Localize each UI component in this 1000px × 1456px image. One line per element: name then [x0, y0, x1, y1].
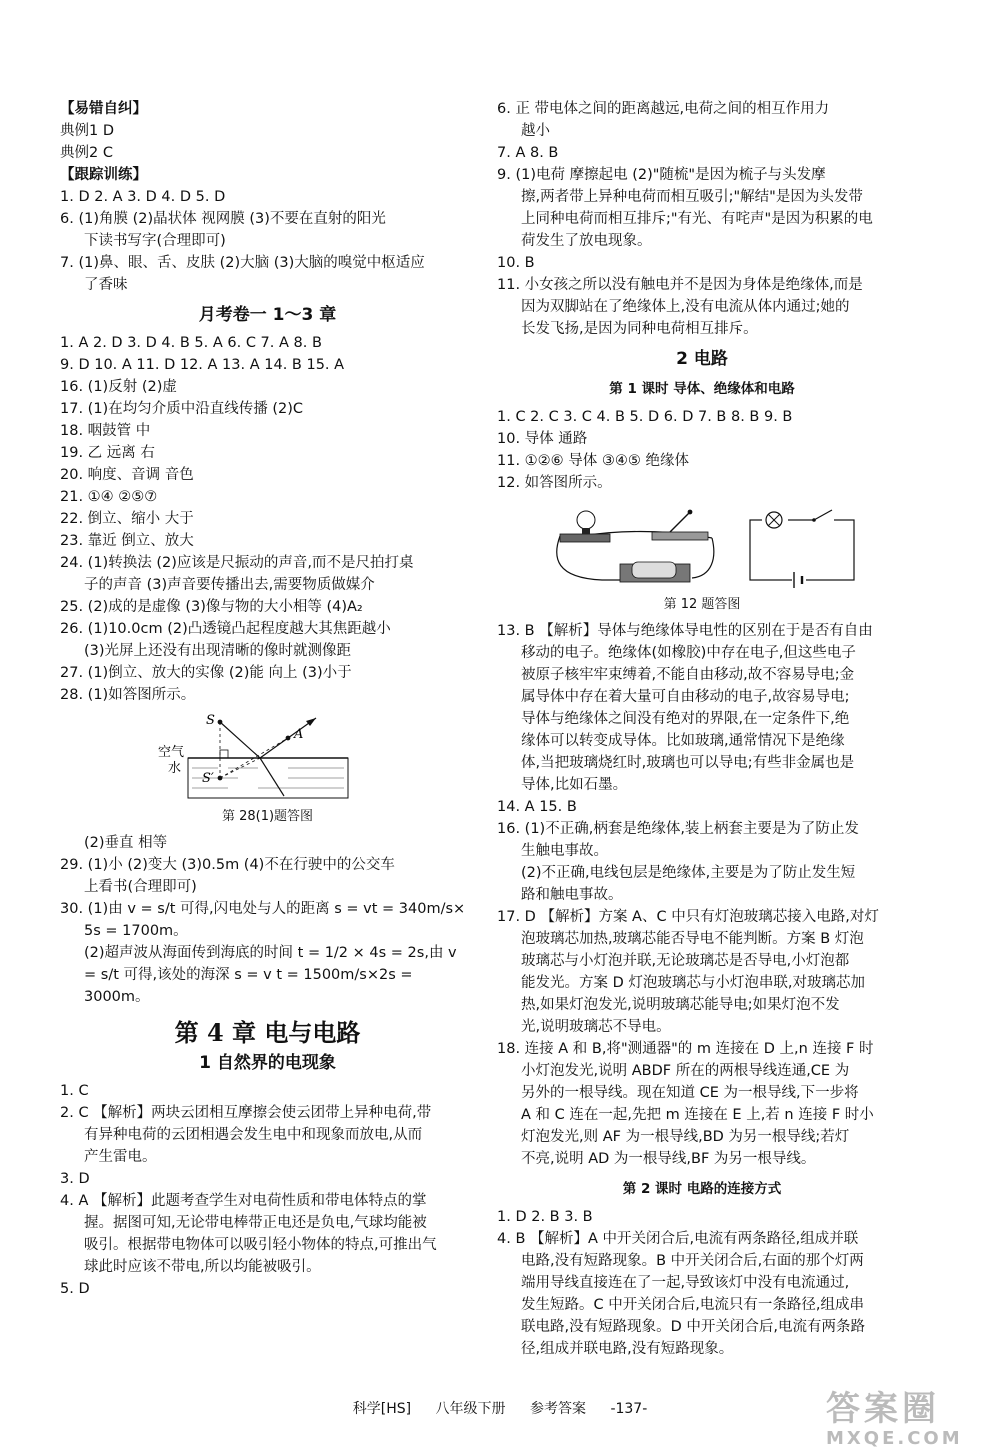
- answer-line: 典例1 D: [60, 123, 114, 139]
- answer-line: 1. C: [60, 1083, 89, 1099]
- left-column: [60, 98, 475, 1300]
- answer-line: 7. A 8. B: [497, 145, 559, 161]
- answer-line: 5. D: [60, 1281, 90, 1297]
- answer-line: 荷发生了放电现象。: [521, 233, 652, 249]
- answer-line: 上同种电荷而相互排斥;"有光、有咤声"是因为积累的电: [521, 211, 873, 227]
- answer-line: 6. 正 带电体之间的距离越远,电荷之间的相互作用力: [497, 101, 830, 117]
- answer-line: 光,说明玻璃芯不导电。: [521, 1019, 671, 1035]
- label-air: 空气: [157, 745, 184, 760]
- answer-line: 泡玻璃芯加热,玻璃芯能否导电不能判断。方案 B 灯泡: [521, 931, 864, 947]
- answer-line: 20. 响度、音调 音色: [60, 467, 194, 483]
- answer-line: 18. 连接 A 和 B,将"测通器"的 m 连接在 D 上,n 连接 F 时: [497, 1041, 874, 1057]
- right-block1: [497, 98, 907, 340]
- page-number: -137-: [610, 1401, 648, 1417]
- answer-line: 不亮,说明 AD 为一根导线,BF 为另一根导线。: [521, 1151, 816, 1167]
- answer-line: 路和触电事故。: [521, 887, 623, 903]
- label-A: A: [293, 727, 303, 742]
- answer-line: 体,当把玻璃烧红时,玻璃也可以导电;有些非金属也是: [521, 755, 855, 771]
- answer-line: 18. 咽鼓管 中: [60, 423, 151, 439]
- answer-line: 5s = 1700m。: [84, 923, 188, 939]
- answer-line: 移动的电子。绝缘体(如橡胶)中存在电子,但这些电子: [521, 645, 856, 661]
- answer-line: = s/t 可得,该处的海深 s = v t = 1500m/s×2s = 3000m。: [84, 967, 413, 1005]
- answer-line: 11. 小女孩之所以没有触电并不是因为身体是绝缘体,而是: [497, 277, 863, 293]
- answer-line: 电路,没有短路现象。B 中开关闭合后,右面的那个灯两: [521, 1253, 864, 1269]
- answer-line: 26. (1)10.0cm (2)凸透镜凸起程度越大其焦距越小: [60, 621, 391, 637]
- answer-line: 径,组成并联电路,没有短路现象。: [521, 1341, 734, 1357]
- label-S: S: [205, 713, 215, 728]
- answer-line: 1. D 2. A 3. D 4. D 5. D: [60, 189, 226, 205]
- left-block2: [60, 332, 475, 706]
- answer-line: 12. 如答图所示。: [497, 475, 612, 491]
- right-block3: [497, 620, 907, 1170]
- answer-line: (2)不正确,电线包层是绝缘体,主要是为了防止发生短: [521, 865, 856, 881]
- answer-line: A 和 C 连在一起,先把 m 连接在 E 上,若 n 连接 F 时小: [521, 1107, 874, 1123]
- answer-line: 17. (1)在均匀介质中沿直线传播 (2)C: [60, 401, 303, 417]
- answer-line: 联电路,没有短路现象。D 中开关闭合后,电流有两条路: [521, 1319, 865, 1335]
- answer-line: 热,如果灯泡发光,说明玻璃芯能导电;如果灯泡不发: [521, 997, 840, 1013]
- left-block3: [60, 832, 475, 1008]
- answer-line: 9. (1)电荷 摩擦起电 (2)"随梳"是因为梳子与头发摩: [497, 167, 826, 183]
- chapter-title: 第 4 章 电与电路: [174, 1018, 361, 1047]
- answer-line: 了香味: [84, 277, 128, 293]
- answer-line: 23. 靠近 倒立、放大: [60, 533, 194, 549]
- circuit-figure: [542, 498, 862, 590]
- answer-line: 11. ①②⑥ 导体 ③④⑤ 绝缘体: [497, 453, 689, 469]
- answer-line: 导体,比如石墨。: [521, 777, 628, 793]
- section1-title: 1 自然界的电现象: [199, 1053, 336, 1073]
- answer-line: 4. A 【解析】此题考查学生对电荷性质和带电体特点的掌: [60, 1193, 427, 1209]
- footer-subject: 科学[HS]: [352, 1401, 412, 1417]
- watermark-logo: 答案圈: [826, 1389, 940, 1429]
- answer-line: 握。据图可知,无论带电棒带正电还是负电,气球均能被: [84, 1215, 427, 1231]
- answer-line: 球此时应该不带电,所以均能被吸引。: [84, 1259, 321, 1275]
- answer-line: 下读书写字(合理即可): [84, 233, 226, 249]
- answer-line: 产生雷电。: [84, 1149, 157, 1165]
- answer-line: 30. (1)由 v = s/t 可得,闪电处与人的距离 s = vt = 340m/s×: [60, 901, 466, 917]
- answer-line: 27. (1)倒立、放大的实像 (2)能 向上 (3)小于: [60, 665, 352, 681]
- answer-line: 19. 乙 远离 右: [60, 445, 155, 461]
- answer-line: 10. 导体 通路: [497, 431, 588, 447]
- answer-line: 【跟踪训练】: [60, 167, 147, 183]
- answer-line: 被原子核牢牢束缚着,不能自由移动,故不容易导电;金: [521, 667, 855, 683]
- exam-title: 月考卷一 1～3 章: [198, 305, 337, 325]
- answer-line: 1. A 2. D 3. D 4. B 5. A 6. C 7. A 8. B: [60, 335, 322, 351]
- answer-line: 6. (1)角膜 (2)晶状体 视网膜 (3)不要在直射的阳光: [60, 211, 386, 227]
- answer-line: (2)垂直 相等: [84, 835, 168, 851]
- fig28-caption: 第 28(1)题答图: [221, 809, 314, 824]
- answer-line: 典例2 C: [60, 145, 113, 161]
- answer-line: 7. (1)鼻、眼、舌、皮肤 (2)大脑 (3)大脑的嗅觉中枢适应: [60, 255, 425, 271]
- footer-grade: 八年级下册: [435, 1401, 506, 1417]
- answer-line: 2. C 【解析】两块云团相互摩擦会使云团带上异种电荷,带: [60, 1105, 432, 1121]
- watermark-url: MXQE.COM: [826, 1428, 963, 1449]
- answer-line: 属导体中存在着大量可自由移动的电子,故容易导电;: [521, 689, 850, 705]
- answer-line: 子的声音 (3)声音要传播出去,需要物质做媒介: [84, 577, 375, 593]
- answer-line: 24. (1)转换法 (2)应该是尺振动的声音,而不是尺拍打桌: [60, 555, 414, 571]
- label-S-prime: S′: [201, 771, 214, 786]
- answer-line: 生触电事故。: [521, 843, 608, 859]
- answer-line: 14. A 15. B: [497, 799, 577, 815]
- answer-line: 16. (1)反射 (2)虚: [60, 379, 177, 395]
- answer-line: 长发飞扬,是因为同种电荷相互排斥。: [521, 321, 758, 337]
- answer-line: 缘体可以转变成导体。比如玻璃,通常情况下是绝缘: [521, 733, 845, 749]
- answer-line: (2)超声波从海面传到海底的时间 t = 1/2 × 4s = 2s,由 v: [84, 945, 457, 961]
- answer-line: 小灯泡发光,说明 ABDF 所在的两根导线连通,CE 为: [521, 1063, 850, 1079]
- answer-line: 28. (1)如答图所示。: [60, 687, 196, 703]
- right-block2: [497, 406, 907, 494]
- left-block4: [60, 1080, 475, 1300]
- answer-line: 导体与绝缘体之间没有绝对的界限,在一定条件下,绝: [521, 711, 850, 727]
- answer-line: 越小: [521, 123, 550, 139]
- answer-line: 因为双脚站在了绝缘体上,没有电流从体内通过;她的: [521, 299, 850, 315]
- answer-line: 22. 倒立、缩小 大于: [60, 511, 194, 527]
- answer-line: 13. B 【解析】导体与绝缘体导电性的区别在于是否有自由: [497, 623, 873, 639]
- answer-line: 【易错自纠】: [60, 101, 147, 117]
- answer-line: (3)光屏上还没有出现清晰的像时就测像距: [84, 643, 352, 659]
- lesson1-title: 第 1 课时 导体、绝缘体和电路: [609, 381, 795, 397]
- answer-line: 9. D 10. A 11. D 12. A 13. A 14. B 15. A: [60, 357, 345, 373]
- refraction-figure: [158, 710, 378, 802]
- lesson2-title: 第 2 课时 电路的连接方式: [622, 1181, 782, 1197]
- right-column: [497, 98, 907, 1360]
- answer-line: 21. ①④ ②⑤⑦: [60, 489, 158, 505]
- answer-line: 29. (1)小 (2)变大 (3)0.5m (4)不在行驶中的公交车: [60, 857, 395, 873]
- site-watermark: [826, 1389, 976, 1449]
- answer-line: 4. B 【解析】A 中开关闭合后,电流有两条路径,组成并联: [497, 1231, 859, 1247]
- answer-line: 擦,两者带上异种电荷而相互吸引;"解结"是因为头发带: [521, 189, 863, 205]
- answer-line: 另外的一根导线。现在知道 CE 为一根导线,下一步将: [521, 1085, 859, 1101]
- answer-line: 端用导线直接连在了一起,导致该灯中没有电流通过,: [521, 1275, 850, 1291]
- label-water: 水: [167, 761, 181, 776]
- answer-line: 上看书(合理即可): [84, 879, 197, 895]
- answer-line: 灯泡发光,则 AF 为一根导线,BD 为另一根导线;若灯: [521, 1129, 850, 1145]
- answer-line: 发生短路。C 中开关闭合后,电流只有一条路径,组成串: [521, 1297, 864, 1313]
- answer-line: 能发光。方案 D 灯泡玻璃芯与小灯泡串联,对玻璃芯加: [521, 975, 865, 991]
- answer-line: 17. D 【解析】方案 A、C 中只有灯泡玻璃芯接入电路,对灯: [497, 909, 879, 925]
- footer-section: 参考答案: [529, 1401, 586, 1417]
- left-block1: [60, 98, 475, 296]
- answer-line: 吸引。根据带电物体可以吸引轻小物体的特点,可推出气: [84, 1237, 437, 1253]
- right-block4: [497, 1206, 907, 1360]
- answer-line: 有异种电荷的云团相遇会发生电中和现象而放电,从而: [84, 1127, 423, 1143]
- answer-line: 16. (1)不正确,柄套是绝缘体,装上柄套主要是为了防止发: [497, 821, 859, 837]
- answer-line: 25. (2)成的是虚像 (3)像与物的大小相等 (4)A₂: [60, 599, 363, 615]
- fig12-caption: 第 12 题答图: [663, 597, 741, 612]
- answer-line: 10. B: [497, 255, 535, 271]
- answer-line: 1. D 2. B 3. B: [497, 1209, 593, 1225]
- section2-title: 2 电路: [676, 349, 728, 369]
- answer-line: 玻璃芯与小灯泡并联,无论玻璃芯是否导电,小灯泡都: [521, 953, 850, 969]
- answer-line: 3. D: [60, 1171, 90, 1187]
- answer-line: 1. C 2. C 3. C 4. B 5. D 6. D 7. B 8. B 9. B: [497, 409, 793, 425]
